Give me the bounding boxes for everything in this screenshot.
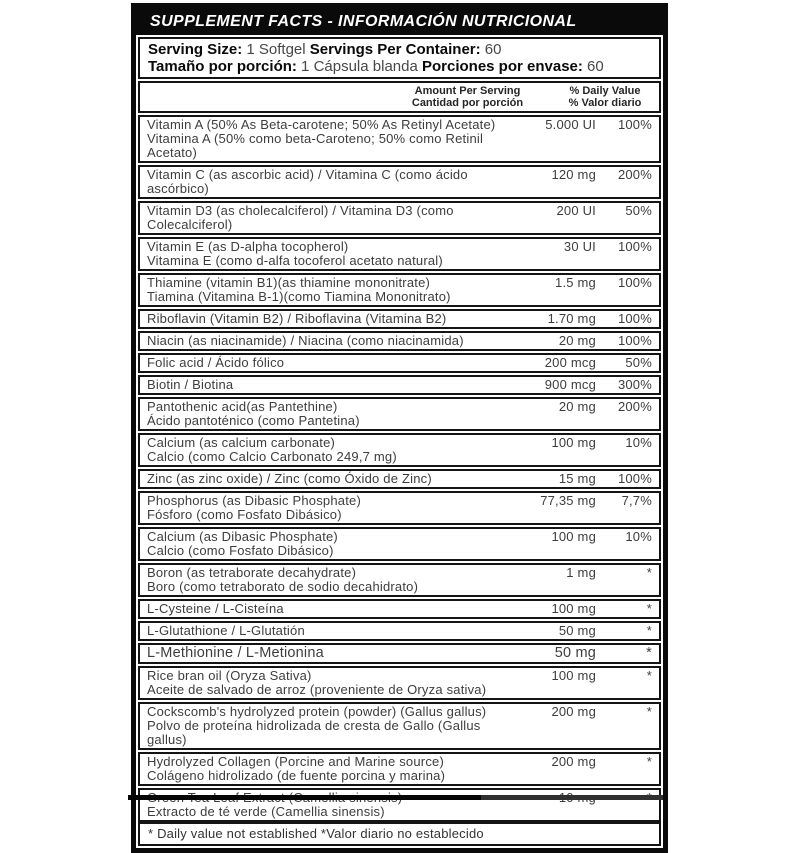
footnote: * Daily value not established *Valor diario no establecido [138,822,661,846]
ingredient-name-line: L-Cysteine / L-Cisteína [147,601,284,616]
ingredient-daily-value: 100% [617,311,652,326]
ingredient-amount: 200 mg [551,754,596,769]
ingredient-label [147,646,508,661]
ingredient-label [147,755,508,783]
ingredient-amount: 20 mg [558,333,596,348]
table-row [138,788,661,822]
ingredient-daily-value: * [646,623,652,638]
ingredient-daily-value: 100% [617,117,652,132]
ingredient-label [147,400,508,428]
ingredient-amount: 120 mg [551,167,596,182]
ingredient-name-line: Polvo de proteína hidrolizada de cresta de Gallo (Gallus gallus) [147,718,481,747]
ingredient-amount: 100 mg [551,435,596,450]
ingredient-name-line: Cockscomb's hydrolyzed protein (powder) (Gallus gallus) [147,704,487,719]
serving-value: 1 Softgel [242,41,310,58]
ingredient-label [147,602,508,616]
ingredient-amount: 50 mg [554,645,596,661]
ingredient-name-line: Folic acid / Ácido fólico [147,355,285,370]
ingredient-name-line: Niacin (as niacinamide) / Niacina (como niacinamida) [147,333,464,348]
ingredient-name-line: Vitamina E (como d-alfa tocoferol acetato natural) [147,253,443,268]
serving-line-1 [148,41,651,58]
ingredient-daily-value: 50% [625,203,652,218]
table-row [138,165,661,199]
ingredient-daily-value: * [646,645,652,661]
ingredient-label [147,624,508,638]
ingredient-daily-value: * [646,704,652,719]
rows-container [138,115,661,822]
ingredient-name-line: Aceite de salvado de arroz (proveniente de Oryza sativa) [147,682,487,697]
ingredient-name-line: Zinc (as zinc oxide) / Zinc (como Óxido de Zinc) [147,471,432,486]
ingredient-amount: 77,35 mg [540,493,596,508]
table-row [138,563,661,597]
ingredient-amount: 20 mg [558,399,596,414]
serving-key: Tamaño por porción: [148,58,297,75]
table-row [138,115,661,163]
ingredient-name-line: Calcio (como Fosfato Dibásico) [147,543,334,558]
table-row [138,331,661,351]
column-header-row [138,81,661,113]
ingredient-name-line: Vitamin C (as ascorbic acid) / Vitamina C (como ácido ascórbico) [147,167,468,196]
serving-key: Servings Per Container: [309,41,481,58]
ingredient-amount: 50 mg [558,623,596,638]
dv-header-en: % Daily Value [569,85,641,97]
ingredient-label [147,472,508,486]
ingredient-daily-value: 100% [617,275,652,290]
ingredient-amount: 100 mg [551,668,596,683]
amount-column-header [380,85,555,109]
ingredient-name-line: Vitamina A (50% como beta-Caroteno; 50% como Retinil Acetato) [147,131,484,160]
table-row [138,491,661,525]
ingredient-name-line: Extracto de té verde (Camellia sinensis) [147,804,385,819]
serving-key: Porciones por envase: [421,58,583,75]
ingredient-name-line: Vitamin A (50% As Beta-carotene; 50% As Retinyl Acetate) [147,117,496,132]
ingredient-label [147,356,508,370]
ingredient-daily-value: * [646,668,652,683]
ingredient-amount: 900 mcg [544,377,596,392]
ingredient-daily-value: 50% [625,355,652,370]
ingredient-daily-value: 200% [617,399,652,414]
serving-key: Serving Size: [148,41,243,58]
dv-header-es: % Valor diario [568,97,642,109]
daily-value-column-header [555,85,655,109]
table-row [138,273,661,307]
ingredient-daily-value: 100% [617,239,652,254]
serving-value: 60 [480,41,502,58]
ingredient-amount: 200 UI [556,203,596,218]
ingredient-daily-value: * [646,565,652,580]
ingredient-label [147,118,508,160]
serving-line-2 [148,58,651,75]
ingredient-amount: 15 mg [558,471,596,486]
ingredient-label [147,705,508,747]
ingredient-name-line: L-Glutathione / L-Glutatión [147,623,305,638]
ingredient-daily-value: 300% [617,377,652,392]
ingredient-amount: 200 mcg [544,355,596,370]
ingredient-name-line: L-Methionine / L-Metionina [147,645,324,661]
ingredient-label [147,566,508,594]
table-row [138,469,661,489]
supplement-facts-panel [131,3,668,853]
ingredient-amount: 1.70 mg [547,311,596,326]
ingredient-name-line: Calcium (as Dibasic Phosphate) [147,529,338,544]
ingredient-daily-value: 7,7% [621,493,652,508]
serving-value: 60 [582,58,604,75]
ingredient-amount: 200 mg [551,704,596,719]
ingredient-name-line: Colágeno hidrolizado (de fuente porcina y marina) [147,768,446,783]
ingredient-daily-value: 100% [617,333,652,348]
ingredient-name-line: Pantothenic acid(as Pantethine) [147,399,338,414]
ingredient-daily-value: 10% [625,529,652,544]
ingredient-label [147,530,508,558]
table-row [138,309,661,329]
serving-value: 1 Cápsula blanda [296,58,422,75]
ingredient-amount: 1 mg [566,565,596,580]
ingredient-label [147,378,508,392]
ingredient-label [147,494,508,522]
ingredient-name-line: Boron (as tetraborate decahydrate) [147,565,357,580]
table-row [138,201,661,235]
table-row [138,375,661,395]
ingredient-amount: 1.5 mg [555,275,596,290]
ingredient-daily-value: 200% [617,167,652,182]
ingredient-name-line: Biotin / Biotina [147,377,234,392]
table-row [138,643,661,664]
panel-title: SUPPLEMENT FACTS - INFORMACIÓN NUTRICIONAL [136,8,663,35]
table-row [138,599,661,619]
ingredient-name-line: Boro (como tetraborato de sodio decahidrato) [147,579,419,594]
table-row [138,666,661,700]
table-row [138,353,661,373]
ingredient-name-line: Rice bran oil (Oryza Sativa) [147,668,312,683]
ingredient-amount: 100 mg [551,529,596,544]
ingredient-name-line: Phosphorus (as Dibasic Phosphate) [147,493,361,508]
table-row [138,702,661,750]
ingredient-label [147,204,508,232]
ingredient-name-line: Calcium (as calcium carbonate) [147,435,336,450]
ingredient-name-line: Vitamin E (as D-alpha tocopherol) [147,239,349,254]
ingredient-name-line: Calcio (como Calcio Carbonato 249,7 mg) [147,449,397,464]
ingredient-name-line: Tiamina (Vitamina B-1)(como Tiamina Mononitrato) [147,289,451,304]
table-row [138,397,661,431]
ingredient-daily-value: 100% [617,471,652,486]
ingredient-name-line: Ácido pantoténico (como Pantetina) [147,413,360,428]
amount-header-es: Cantidad por porción [411,97,524,109]
ingredient-daily-value: * [646,754,652,769]
ingredient-name-line: Thiamine (vitamin B1)(as thiamine mononitrate) [147,275,431,290]
ingredient-label [147,168,508,196]
ingredient-label [147,436,508,464]
ingredient-amount: 5.000 UI [545,117,596,132]
ingredient-label [147,240,508,268]
ingredient-daily-value: 10% [625,435,652,450]
ingredient-amount: 30 UI [563,239,596,254]
ingredient-name-line: Hydrolyzed Collagen (Porcine and Marine source) [147,754,444,769]
ingredient-name-line: Riboflavin (Vitamin B2) / Riboflavina (Vitamina B2) [147,311,447,326]
ingredient-name-line: Vitamin D3 (as cholecalciferol) / Vitamina D3 (como Colecalciferol) [147,203,454,232]
table-row [138,433,661,467]
table-row [138,752,661,786]
ingredient-label [147,312,508,326]
table-row [138,527,661,561]
table-row [138,621,661,641]
ingredient-name-line: Fósforo (como Fosfato Dibásico) [147,507,342,522]
ingredient-daily-value: * [646,601,652,616]
ingredient-label [147,276,508,304]
serving-info-box [138,37,661,79]
ingredient-label [147,669,508,697]
amount-header-en: Amount Per Serving [414,85,521,97]
table-row [138,237,661,271]
next-section-bar-cutoff [128,795,663,800]
ingredient-label [147,334,508,348]
ingredient-amount: 100 mg [551,601,596,616]
